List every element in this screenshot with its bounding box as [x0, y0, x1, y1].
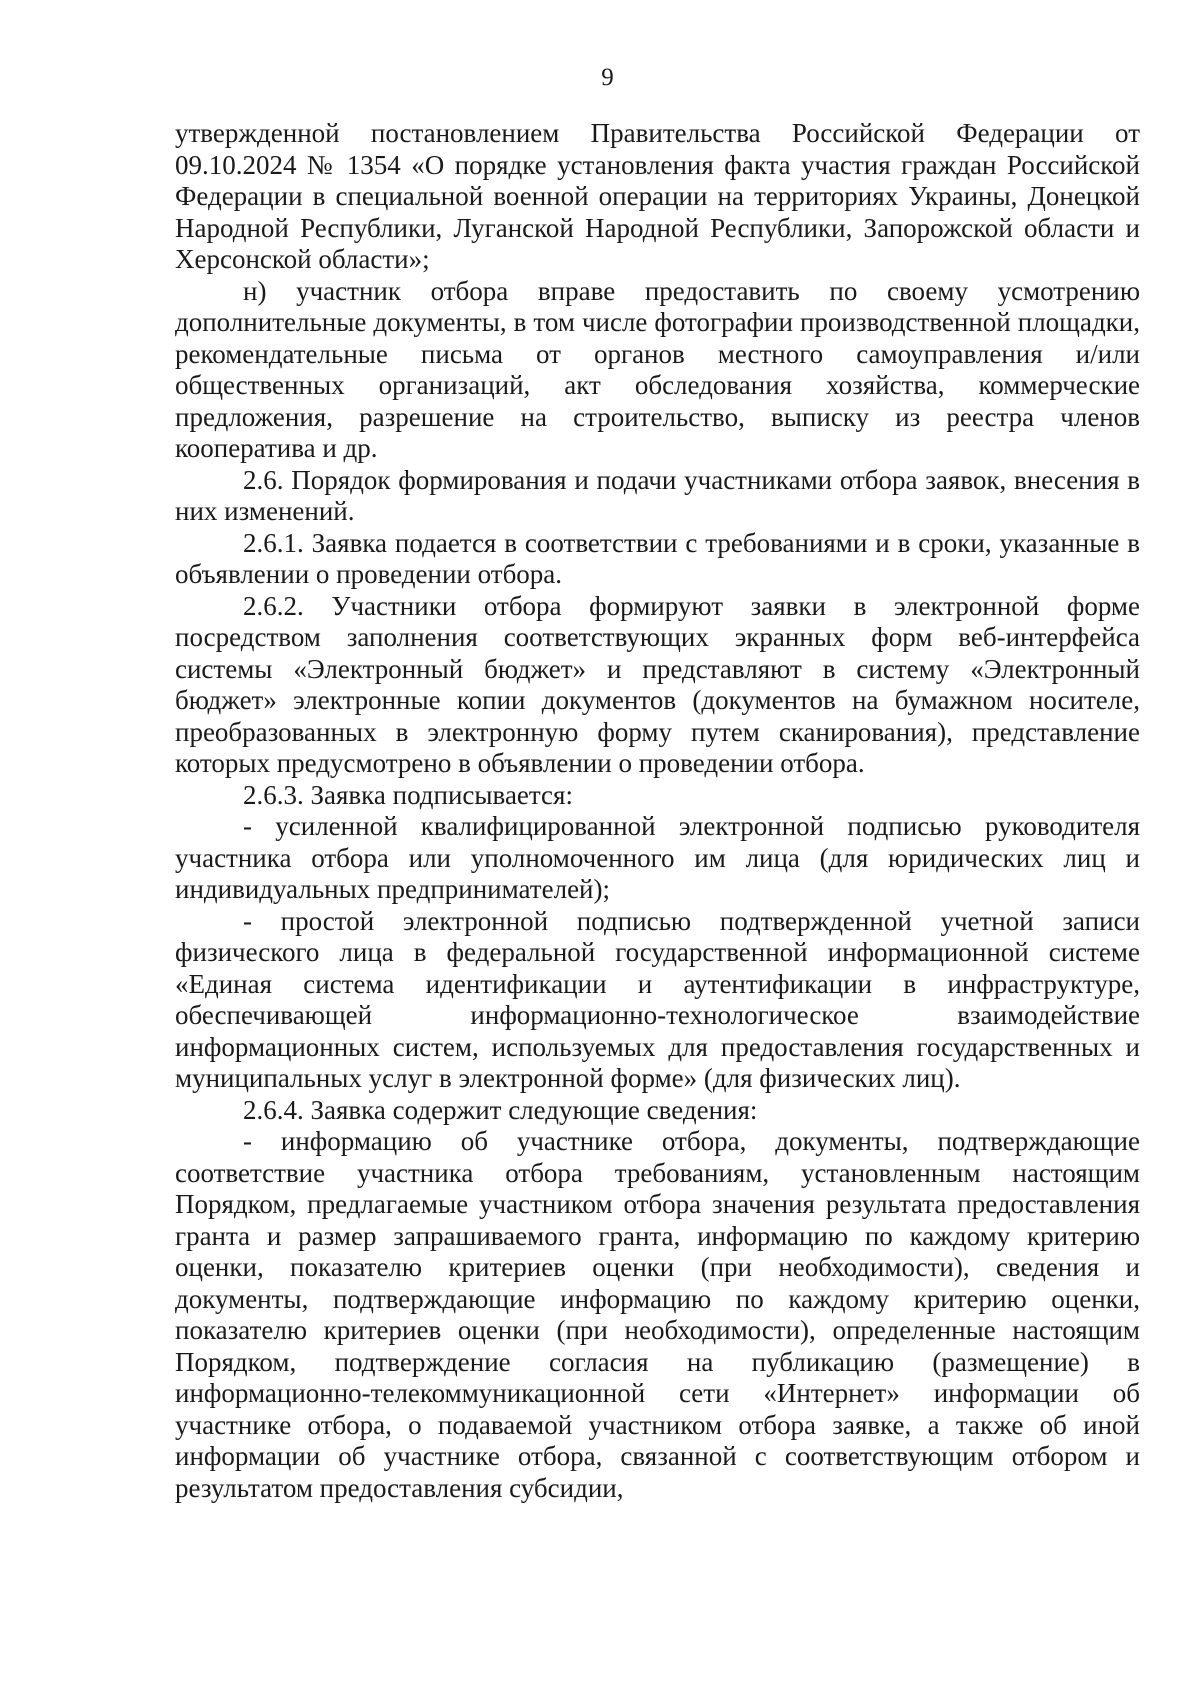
paragraph-bullet-qualified-signature: - усиленной квалифицированной электронной подписью руководителя участника отбора или уполномоченного им лица (для юридических лиц и индивидуальных предпринимателей);: [175, 811, 1140, 904]
paragraph-section-2-6-4: 2.6.4. Заявка содержит следующие сведения:: [243, 1094, 758, 1125]
paragraph-section-2-6-2: 2.6.2. Участники отбора формируют заявки в электронной форме посредством заполнения соответствующих экранных форм веб-интерфейса системы «Электронный бюджет» и представляют в систему «Электронный бюджет» электронные копии документов (документов на бумажном носителе, преобразованных в электронную форму путем сканирования), представление которых предусмотрено в объявлении о проведении отбора.: [175, 590, 1140, 778]
page-number: 9: [601, 64, 614, 91]
document-body: [175, 118, 1140, 1504]
paragraph-continuation: утвержденной постановлением Правительства Российской Федерации от 09.10.2024 № 1354 «О порядке установления факта участия граждан Российской Федерации в специальной военной операции на территориях Украины, Донецкой Народной Республики, Луганской Народной Республики, Запорожской области и Херсонской области»;: [175, 118, 1140, 274]
paragraph-item-n: н) участник отбора вправе предоставить по своему усмотрению дополнительные документы, в том числе фотографии производственной площадки, рекомендательные письма от органов местного самоуправления и/или общественных организаций, акт обследования хозяйства, коммерческие предложения, разрешение на строительство, выписку из реестра членов кооператива и др.: [175, 275, 1140, 463]
paragraph-bullet-simple-signature: - простой электронной подписью подтвержденной учетной записи физического лица в федеральной государственной информационной системе «Единая система идентификации и аутентификации в инфраструктуре, обеспечивающей информационно-технологическое взаимодействие информационных систем, используемых для предоставления государственных и муниципальных услуг в электронной форме» (для физических лиц).: [175, 905, 1140, 1093]
paragraph-section-2-6: 2.6. Порядок формирования и подачи участниками отбора заявок, внесения в них изменений.: [175, 464, 1140, 526]
paragraph-section-2-6-3: 2.6.3. Заявка подписывается:: [243, 779, 573, 810]
paragraph-bullet-participant-info: - информацию об участнике отбора, документы, подтверждающие соответствие участника отбора требованиям, установленным настоящим Порядком, предлагаемые участником отбора значения результата предоставления гранта и размер запрашиваемого гранта, информацию по каждому критерию оценки, показателю критериев оценки (при необходимости), сведения и документы, подтверждающие информацию по каждому критерию оценки, показателю критериев оценки (при необходимости), определенные настоящим Порядком, подтверждение согласия на публикацию (размещение) в информационно-телекоммуникационной сети «Интернет» информации об участнике отбора, о подаваемой участником отбора заявке, а также об иной информации об участнике отбора, связанной с соответствующим отбором и результатом предоставления субсидии,: [175, 1126, 1140, 1503]
paragraph-section-2-6-1: 2.6.1. Заявка подается в соответствии с требованиями и в сроки, указанные в объявлении о проведении отбора.: [175, 527, 1140, 589]
